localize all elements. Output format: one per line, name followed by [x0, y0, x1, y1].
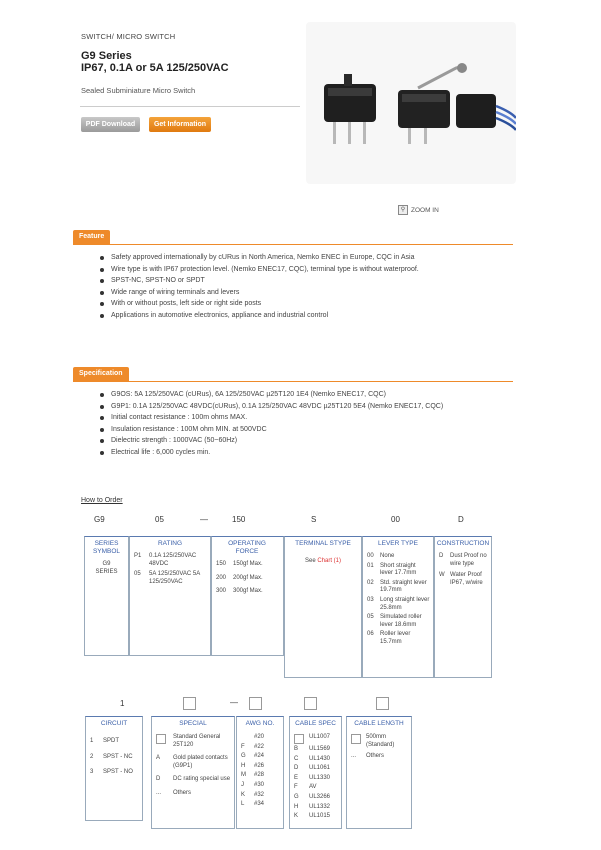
- specification-item: Dielectric strength : 1000VAC (50~60Hz): [98, 435, 518, 447]
- option-code: F: [294, 784, 298, 791]
- feature-item: Wire type is with IP67 protection level. (Nemko ENEC17, CQC), terminal type is without waterproof.: [98, 264, 518, 276]
- option-code: K: [241, 791, 246, 798]
- option-code: 2: [90, 753, 94, 760]
- zoom-label: ZOOM IN: [411, 206, 439, 214]
- specification-item: G9OS: 5A 125/250VAC (cURus), 6A 125/250VAC µ25T120 1E4 (Nemko ENEC17, CQC): [98, 389, 518, 401]
- option-row: [134, 571, 207, 586]
- option-text: 5A 125/250VAC 5A 125/250VAC: [149, 571, 200, 585]
- option-code: 3: [90, 769, 94, 776]
- code-dash-2: —: [230, 698, 238, 707]
- series-line-1: G9: [102, 561, 111, 567]
- option-row: [294, 765, 338, 773]
- option-text: UL1569: [309, 746, 331, 752]
- code-circuit: 1: [120, 699, 125, 708]
- terminal-head: TERMINAL STYPE: [295, 540, 351, 547]
- magnifier-icon: ⚲: [398, 205, 408, 215]
- option-code: [294, 734, 306, 744]
- category-breadcrumb: SWITCH/ MICRO SWITCH: [81, 32, 176, 41]
- option-row: [294, 813, 338, 821]
- option-row: [367, 631, 430, 646]
- option-row: [216, 588, 280, 596]
- force-head: OPERATING FORCE: [228, 540, 266, 555]
- rating-rows: [134, 553, 207, 586]
- option-text: Short straight lever 17.7mm: [380, 562, 417, 577]
- option-row: [156, 790, 231, 798]
- option-text: 0.1A 125/250VAC 48VDC: [149, 553, 197, 567]
- option-text: Dust Proof no wire type: [450, 553, 487, 567]
- option-checkbox[interactable]: [294, 734, 304, 744]
- specification-divider: [73, 381, 513, 382]
- awg-code-box: [249, 697, 262, 710]
- option-row: [241, 801, 280, 809]
- option-code: H: [294, 803, 299, 810]
- terminal-see: See: [304, 558, 316, 564]
- option-row: [439, 572, 488, 587]
- option-code: B: [294, 746, 299, 752]
- construction-box: [434, 536, 492, 678]
- specification-tab: Specification: [73, 367, 129, 381]
- option-code: D: [294, 765, 299, 772]
- option-checkbox[interactable]: [156, 734, 166, 744]
- option-row: [367, 553, 430, 561]
- rating-head: RATING: [157, 540, 183, 547]
- option-row: [216, 561, 280, 569]
- feature-list: [98, 252, 518, 322]
- option-row: [367, 597, 430, 612]
- option-text: #32: [254, 791, 265, 798]
- option-code: ...: [351, 753, 357, 760]
- awg-rows: [241, 734, 280, 809]
- option-text: UL1330: [309, 774, 331, 781]
- option-text: Others: [173, 789, 192, 796]
- option-code: F: [241, 743, 245, 750]
- option-row: [439, 553, 488, 568]
- option-text: Others: [366, 753, 385, 760]
- option-text: None: [380, 553, 395, 559]
- divider: [80, 106, 300, 107]
- option-row: [294, 734, 338, 744]
- option-text: 500mm (Standard): [366, 734, 395, 748]
- cable-code-box: [304, 697, 317, 710]
- option-checkbox[interactable]: [351, 734, 361, 744]
- option-text: #24: [254, 753, 265, 760]
- option-text: Water Proof IP67, w/wire: [450, 572, 483, 586]
- option-row: [134, 553, 207, 568]
- feature-item: Safety approved internationally by cURus in North America, Nemko ENEC in Europe, CQC in Asia: [98, 252, 518, 264]
- option-code: G: [241, 753, 246, 760]
- product-photo: [306, 22, 516, 184]
- option-text: 200gf Max.: [233, 574, 263, 581]
- option-code: 03: [367, 596, 374, 603]
- length-code-box: [376, 697, 389, 710]
- option-row: [351, 753, 408, 761]
- force-box: [211, 536, 284, 656]
- option-text: Standard General 25T120: [173, 734, 221, 748]
- feature-tab: Feature: [73, 230, 110, 244]
- circuit-rows: [90, 738, 139, 777]
- length-box: [346, 716, 412, 829]
- option-code: E: [294, 774, 299, 781]
- option-row: [294, 775, 338, 783]
- code-lever: 00: [391, 515, 400, 524]
- circuit-box: [85, 716, 143, 821]
- feature-item: Wide range of wiring terminals and levers: [98, 287, 518, 299]
- construction-rows: [439, 553, 488, 587]
- series-line-2: SERIES: [95, 568, 118, 575]
- specification-item: Initial contact resistance : 100m ohms MAX.: [98, 412, 518, 424]
- option-row: [241, 744, 280, 752]
- series-title: G9 Series: [81, 50, 132, 62]
- specification-list: [98, 389, 518, 459]
- lever-rows: [367, 553, 430, 647]
- terminal-box: [284, 536, 362, 678]
- option-code: [241, 734, 251, 742]
- how-to-order-title: How to Order: [81, 497, 123, 504]
- feature-item: Applications in automotive electronics, appliance and industrial control: [98, 310, 518, 322]
- option-code: 300: [216, 588, 227, 595]
- option-text: DC rating special use: [173, 776, 231, 783]
- option-row: [241, 734, 280, 742]
- option-text: #34: [254, 801, 265, 808]
- feature-divider: [73, 244, 513, 245]
- option-code: 00: [367, 553, 374, 559]
- lever-head: LEVER TYPE: [378, 540, 418, 547]
- option-text: Long straight lever 25.8mm: [380, 596, 430, 611]
- option-row: [367, 614, 430, 629]
- option-row: [156, 776, 231, 784]
- option-text: #22: [254, 743, 265, 750]
- pdf-download-button[interactable]: PDF Download: [81, 117, 140, 132]
- option-code: J: [241, 781, 244, 788]
- option-code: 1: [90, 738, 94, 744]
- option-row: [241, 763, 280, 771]
- cable-head: CABLE SPEC: [295, 720, 336, 727]
- feature-item: With or without posts, left side or right side posts: [98, 298, 518, 310]
- option-row: [294, 784, 338, 792]
- construction-head: CONSTRUCTION: [436, 540, 490, 547]
- option-text: Roller lever 15.7mm: [380, 631, 411, 645]
- option-code: [351, 734, 363, 749]
- option-code: C: [294, 755, 299, 762]
- option-row: [156, 734, 231, 749]
- product-subtitle: IP67, 0.1A or 5A 125/250VAC: [81, 62, 229, 74]
- option-text: SPST - NC: [103, 753, 133, 760]
- option-row: [216, 575, 280, 583]
- option-code: K: [294, 813, 299, 820]
- option-text: UL1007: [309, 734, 331, 740]
- option-row: [367, 580, 430, 595]
- option-row: [294, 794, 338, 802]
- option-row: [156, 755, 231, 770]
- option-row: [90, 738, 139, 746]
- code-rating: 05: [155, 515, 164, 524]
- specification-item: G9P1: 0.1A 125/250VAC 48VDC(cURus), 0.1A 125/250VAC 48VDC µ25T120 5E4 (Nemko ENEC17, CQC): [98, 401, 518, 413]
- option-text: #26: [254, 762, 265, 769]
- option-code: 05: [367, 614, 374, 621]
- option-text: UL1430: [309, 755, 331, 762]
- circuit-head: CIRCUIT: [100, 720, 128, 727]
- option-row: [367, 563, 430, 578]
- option-row: [241, 772, 280, 780]
- option-row: [90, 769, 139, 777]
- cable-box: [289, 716, 342, 829]
- option-code: 05: [134, 571, 141, 578]
- option-code: 150: [216, 561, 227, 567]
- get-information-button[interactable]: Get Information: [149, 117, 211, 132]
- force-rows: [216, 561, 280, 596]
- option-text: #30: [254, 781, 265, 788]
- option-row: [351, 734, 408, 749]
- option-code: 02: [367, 579, 374, 586]
- option-text: 300gf Max.: [233, 588, 263, 595]
- option-text: SPDT: [103, 738, 120, 744]
- option-code: 06: [367, 631, 374, 638]
- option-text: UL3266: [309, 793, 331, 800]
- option-code: G: [294, 793, 299, 800]
- cable-rows: [294, 734, 338, 821]
- code-dash: —: [200, 515, 208, 524]
- rating-box: [129, 536, 211, 656]
- option-row: [294, 804, 338, 812]
- option-text: 150gf Max.: [233, 561, 263, 567]
- option-text: Simulated roller lever 18.6mm: [380, 614, 422, 628]
- option-code: 01: [367, 562, 374, 569]
- option-text: AV: [309, 784, 317, 791]
- option-text: #20: [254, 734, 265, 740]
- option-code: D: [439, 553, 444, 559]
- lever-box: [362, 536, 434, 678]
- option-code: H: [241, 762, 246, 769]
- series-box: [84, 536, 129, 656]
- series-head: SERIES SYMBOL: [92, 540, 121, 555]
- option-text: Std. straight lever 19.7mm: [380, 579, 427, 594]
- length-head: CABLE LENGTH: [354, 720, 404, 727]
- code-force: 150: [232, 515, 246, 524]
- code-construction: D: [458, 515, 464, 524]
- special-rows: [156, 734, 231, 798]
- option-code: D: [156, 776, 161, 783]
- option-code: [156, 734, 170, 749]
- awg-box: [236, 716, 284, 829]
- option-row: [294, 756, 338, 764]
- option-text: Gold plated contacts (G9P1): [173, 755, 228, 769]
- option-code: ...: [156, 789, 162, 796]
- option-code: M: [241, 772, 246, 779]
- specification-section: [73, 362, 513, 382]
- option-row: [241, 782, 280, 790]
- option-row: [241, 753, 280, 761]
- product-description: Sealed Subminiature Micro Switch: [81, 86, 196, 95]
- specification-item: Insulation resistance : 100M ohm MIN. at 500VDC: [98, 424, 518, 436]
- special-code-box: [183, 697, 196, 710]
- option-text: #28: [254, 772, 265, 779]
- specification-item: Electrical life : 6,000 cycles min.: [98, 447, 518, 459]
- option-code: 200: [216, 574, 227, 581]
- code-terminal: S: [311, 515, 317, 524]
- option-text: UL1332: [309, 803, 331, 810]
- code-series: G9: [94, 515, 105, 524]
- chart-1-link[interactable]: Chart (1): [317, 558, 342, 564]
- option-text: UL1015: [309, 813, 331, 820]
- zoom-in-link[interactable]: [398, 205, 439, 215]
- option-row: [90, 754, 139, 762]
- option-row: [241, 792, 280, 800]
- option-code: W: [439, 572, 445, 579]
- awg-head: AWG NO.: [245, 720, 275, 727]
- option-row: [294, 746, 338, 754]
- option-code: L: [241, 801, 245, 808]
- option-text: SPST - NO: [103, 769, 133, 776]
- option-text: UL1061: [309, 765, 331, 772]
- option-code: P1: [134, 553, 142, 559]
- special-box: [151, 716, 235, 829]
- length-rows: [351, 734, 408, 761]
- special-head: SPECIAL: [179, 720, 207, 727]
- micro-switch-image: [306, 22, 516, 184]
- option-code: A: [156, 755, 161, 762]
- feature-section: [73, 225, 513, 245]
- feature-item: SPST-NC, SPST-NO or SPDT: [98, 275, 518, 287]
